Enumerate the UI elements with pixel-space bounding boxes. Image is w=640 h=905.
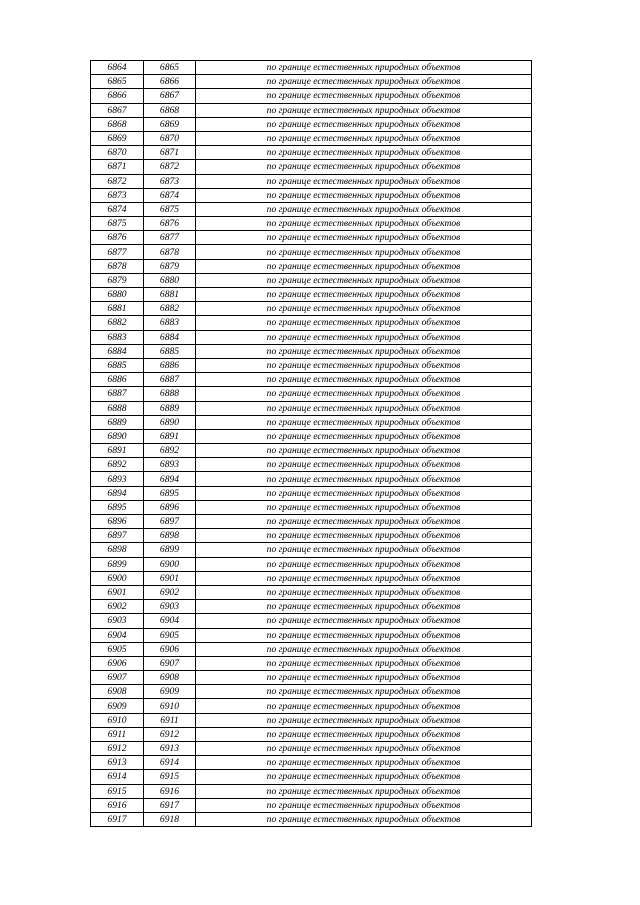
boundary-description-cell: по границе естественных природных объектов xyxy=(196,160,532,174)
point-to-cell: 6868 xyxy=(144,103,196,117)
boundary-description-cell: по границе естественных природных объектов xyxy=(196,75,532,89)
table-row xyxy=(91,529,532,543)
boundary-description-cell: по границе естественных природных объектов xyxy=(196,387,532,401)
boundary-description-cell: по границе естественных природных объектов xyxy=(196,798,532,812)
boundary-description-cell: по границе естественных природных объектов xyxy=(196,671,532,685)
point-from-cell: 6883 xyxy=(91,330,144,344)
point-to-cell: 6907 xyxy=(144,656,196,670)
boundary-description-cell: по границе естественных природных объектов xyxy=(196,373,532,387)
point-from-cell: 6864 xyxy=(91,61,144,75)
point-to-cell: 6873 xyxy=(144,174,196,188)
point-to-cell: 6891 xyxy=(144,429,196,443)
boundary-description-cell: по границе естественных природных объектов xyxy=(196,472,532,486)
point-to-cell: 6916 xyxy=(144,784,196,798)
table-row xyxy=(91,571,532,585)
table-row xyxy=(91,798,532,812)
table-row xyxy=(91,302,532,316)
boundary-description-cell: по границе естественных природных объектов xyxy=(196,444,532,458)
boundary-description-cell: по границе естественных природных объектов xyxy=(196,429,532,443)
point-from-cell: 6874 xyxy=(91,202,144,216)
boundary-description-cell: по границе естественных природных объектов xyxy=(196,585,532,599)
boundary-description-cell: по границе естественных природных объектов xyxy=(196,614,532,628)
boundary-description-cell: по границе естественных природных объектов xyxy=(196,302,532,316)
table-row xyxy=(91,373,532,387)
point-to-cell: 6899 xyxy=(144,543,196,557)
point-from-cell: 6889 xyxy=(91,415,144,429)
point-from-cell: 6898 xyxy=(91,543,144,557)
boundary-description-cell: по границе естественных природных объектов xyxy=(196,543,532,557)
table-row xyxy=(91,628,532,642)
table-row xyxy=(91,117,532,131)
boundary-description-cell: по границе естественных природных объектов xyxy=(196,217,532,231)
boundary-description-cell: по границе естественных природных объектов xyxy=(196,401,532,415)
table-row xyxy=(91,217,532,231)
point-from-cell: 6902 xyxy=(91,600,144,614)
point-to-cell: 6878 xyxy=(144,245,196,259)
table-row xyxy=(91,727,532,741)
table-row xyxy=(91,642,532,656)
point-to-cell: 6877 xyxy=(144,231,196,245)
table-row xyxy=(91,288,532,302)
point-to-cell: 6906 xyxy=(144,642,196,656)
table-row xyxy=(91,756,532,770)
point-to-cell: 6892 xyxy=(144,444,196,458)
table-row xyxy=(91,671,532,685)
point-to-cell: 6910 xyxy=(144,699,196,713)
point-from-cell: 6909 xyxy=(91,699,144,713)
boundary-description-cell: по границе естественных природных объектов xyxy=(196,699,532,713)
boundary-description-cell: по границе естественных природных объектов xyxy=(196,316,532,330)
table-row xyxy=(91,174,532,188)
point-to-cell: 6883 xyxy=(144,316,196,330)
point-to-cell: 6918 xyxy=(144,812,196,826)
point-from-cell: 6872 xyxy=(91,174,144,188)
point-to-cell: 6917 xyxy=(144,798,196,812)
point-to-cell: 6888 xyxy=(144,387,196,401)
table-row xyxy=(91,415,532,429)
point-to-cell: 6908 xyxy=(144,671,196,685)
boundary-description-cell: по границе естественных природных объектов xyxy=(196,812,532,826)
point-to-cell: 6897 xyxy=(144,515,196,529)
point-from-cell: 6877 xyxy=(91,245,144,259)
point-to-cell: 6869 xyxy=(144,117,196,131)
point-from-cell: 6896 xyxy=(91,515,144,529)
point-to-cell: 6886 xyxy=(144,358,196,372)
point-from-cell: 6887 xyxy=(91,387,144,401)
table-row xyxy=(91,273,532,287)
point-to-cell: 6898 xyxy=(144,529,196,543)
point-from-cell: 6906 xyxy=(91,656,144,670)
point-from-cell: 6894 xyxy=(91,486,144,500)
table-row xyxy=(91,458,532,472)
table-row xyxy=(91,444,532,458)
point-from-cell: 6899 xyxy=(91,557,144,571)
boundary-description-cell: по границе естественных природных объектов xyxy=(196,600,532,614)
point-to-cell: 6909 xyxy=(144,685,196,699)
boundary-description-cell: по границе естественных природных объектов xyxy=(196,245,532,259)
point-to-cell: 6867 xyxy=(144,89,196,103)
table-row xyxy=(91,75,532,89)
table-row xyxy=(91,89,532,103)
table-row xyxy=(91,330,532,344)
point-from-cell: 6873 xyxy=(91,188,144,202)
point-from-cell: 6888 xyxy=(91,401,144,415)
point-from-cell: 6916 xyxy=(91,798,144,812)
table-row xyxy=(91,231,532,245)
table-row xyxy=(91,188,532,202)
point-from-cell: 6911 xyxy=(91,727,144,741)
boundary-description-cell: по границе естественных природных объектов xyxy=(196,259,532,273)
point-to-cell: 6884 xyxy=(144,330,196,344)
point-to-cell: 6895 xyxy=(144,486,196,500)
point-to-cell: 6880 xyxy=(144,273,196,287)
boundary-description-cell: по границе естественных природных объектов xyxy=(196,458,532,472)
table-row xyxy=(91,614,532,628)
table-row xyxy=(91,401,532,415)
boundary-description-cell: по границе естественных природных объектов xyxy=(196,358,532,372)
table-row xyxy=(91,472,532,486)
point-to-cell: 6902 xyxy=(144,585,196,599)
point-to-cell: 6913 xyxy=(144,742,196,756)
point-to-cell: 6866 xyxy=(144,75,196,89)
point-from-cell: 6890 xyxy=(91,429,144,443)
point-from-cell: 6869 xyxy=(91,131,144,145)
table-row xyxy=(91,160,532,174)
point-to-cell: 6879 xyxy=(144,259,196,273)
boundary-description-cell: по границе естественных природных объектов xyxy=(196,713,532,727)
boundary-description-cell: по границе естественных природных объектов xyxy=(196,642,532,656)
boundary-description-cell: по границе естественных природных объектов xyxy=(196,231,532,245)
point-from-cell: 6876 xyxy=(91,231,144,245)
boundary-description-cell: по границе естественных природных объектов xyxy=(196,131,532,145)
point-from-cell: 6897 xyxy=(91,529,144,543)
table-row xyxy=(91,387,532,401)
point-to-cell: 6893 xyxy=(144,458,196,472)
point-to-cell: 6911 xyxy=(144,713,196,727)
boundary-description-cell: по границе естественных природных объектов xyxy=(196,784,532,798)
boundary-description-cell: по границе естественных природных объектов xyxy=(196,415,532,429)
point-from-cell: 6903 xyxy=(91,614,144,628)
point-from-cell: 6905 xyxy=(91,642,144,656)
boundary-description-cell: по границе естественных природных объектов xyxy=(196,202,532,216)
point-to-cell: 6912 xyxy=(144,727,196,741)
point-from-cell: 6893 xyxy=(91,472,144,486)
table-row xyxy=(91,316,532,330)
boundary-description-cell: по границе естественных природных объектов xyxy=(196,89,532,103)
table-row xyxy=(91,543,532,557)
point-from-cell: 6907 xyxy=(91,671,144,685)
table-row xyxy=(91,515,532,529)
table-row xyxy=(91,344,532,358)
boundary-description-cell: по границе естественных природных объектов xyxy=(196,344,532,358)
table-row xyxy=(91,131,532,145)
point-from-cell: 6865 xyxy=(91,75,144,89)
point-from-cell: 6870 xyxy=(91,146,144,160)
table-row xyxy=(91,245,532,259)
point-from-cell: 6879 xyxy=(91,273,144,287)
point-to-cell: 6876 xyxy=(144,217,196,231)
table-row xyxy=(91,656,532,670)
point-from-cell: 6881 xyxy=(91,302,144,316)
table-row xyxy=(91,585,532,599)
boundary-description-cell: по границе естественных природных объектов xyxy=(196,557,532,571)
point-from-cell: 6915 xyxy=(91,784,144,798)
point-from-cell: 6885 xyxy=(91,358,144,372)
table-row xyxy=(91,103,532,117)
table-row xyxy=(91,358,532,372)
point-to-cell: 6865 xyxy=(144,61,196,75)
boundary-description-cell: по границе естественных природных объектов xyxy=(196,770,532,784)
boundary-description-cell: по границе естественных природных объектов xyxy=(196,188,532,202)
point-from-cell: 6884 xyxy=(91,344,144,358)
point-to-cell: 6889 xyxy=(144,401,196,415)
point-from-cell: 6878 xyxy=(91,259,144,273)
table-row xyxy=(91,685,532,699)
point-from-cell: 6871 xyxy=(91,160,144,174)
point-from-cell: 6868 xyxy=(91,117,144,131)
boundary-description-cell: по границе естественных природных объектов xyxy=(196,117,532,131)
point-from-cell: 6892 xyxy=(91,458,144,472)
boundary-description-cell: по границе естественных природных объектов xyxy=(196,273,532,287)
point-to-cell: 6882 xyxy=(144,302,196,316)
point-from-cell: 6886 xyxy=(91,373,144,387)
point-to-cell: 6870 xyxy=(144,131,196,145)
point-from-cell: 6891 xyxy=(91,444,144,458)
boundary-description-cell: по границе естественных природных объектов xyxy=(196,742,532,756)
point-from-cell: 6908 xyxy=(91,685,144,699)
point-to-cell: 6874 xyxy=(144,188,196,202)
table-row xyxy=(91,713,532,727)
point-from-cell: 6904 xyxy=(91,628,144,642)
point-from-cell: 6917 xyxy=(91,812,144,826)
point-to-cell: 6871 xyxy=(144,146,196,160)
table-row xyxy=(91,202,532,216)
boundary-description-cell: по границе естественных природных объектов xyxy=(196,515,532,529)
table-row xyxy=(91,500,532,514)
point-to-cell: 6875 xyxy=(144,202,196,216)
table-row xyxy=(91,557,532,571)
point-from-cell: 6880 xyxy=(91,288,144,302)
boundary-description-cell: по границе естественных природных объектов xyxy=(196,656,532,670)
point-from-cell: 6895 xyxy=(91,500,144,514)
boundary-description-cell: по границе естественных природных объектов xyxy=(196,61,532,75)
table-row xyxy=(91,600,532,614)
boundary-description-cell: по границе естественных природных объектов xyxy=(196,486,532,500)
boundary-description-cell: по границе естественных природных объектов xyxy=(196,288,532,302)
point-to-cell: 6896 xyxy=(144,500,196,514)
boundary-description-cell: по границе естественных природных объектов xyxy=(196,756,532,770)
point-to-cell: 6901 xyxy=(144,571,196,585)
table-row xyxy=(91,146,532,160)
boundary-description-cell: по границе естественных природных объектов xyxy=(196,571,532,585)
table-row xyxy=(91,486,532,500)
point-from-cell: 6901 xyxy=(91,585,144,599)
point-to-cell: 6894 xyxy=(144,472,196,486)
point-to-cell: 6914 xyxy=(144,756,196,770)
point-to-cell: 6887 xyxy=(144,373,196,387)
point-from-cell: 6875 xyxy=(91,217,144,231)
boundary-description-cell: по границе естественных природных объектов xyxy=(196,529,532,543)
point-to-cell: 6900 xyxy=(144,557,196,571)
point-to-cell: 6915 xyxy=(144,770,196,784)
point-from-cell: 6914 xyxy=(91,770,144,784)
boundary-description-cell: по границе естественных природных объектов xyxy=(196,174,532,188)
boundary-description-cell: по границе естественных природных объектов xyxy=(196,727,532,741)
point-from-cell: 6867 xyxy=(91,103,144,117)
table-row xyxy=(91,770,532,784)
point-to-cell: 6905 xyxy=(144,628,196,642)
table-row xyxy=(91,699,532,713)
boundary-description-cell: по границе естественных природных объектов xyxy=(196,685,532,699)
table-row xyxy=(91,812,532,826)
point-from-cell: 6913 xyxy=(91,756,144,770)
table-row xyxy=(91,742,532,756)
point-to-cell: 6890 xyxy=(144,415,196,429)
boundary-description-cell: по границе естественных природных объектов xyxy=(196,146,532,160)
table-row xyxy=(91,259,532,273)
boundary-description-cell: по границе естественных природных объектов xyxy=(196,330,532,344)
point-to-cell: 6903 xyxy=(144,600,196,614)
point-from-cell: 6900 xyxy=(91,571,144,585)
boundary-description-cell: по границе естественных природных объектов xyxy=(196,500,532,514)
table-row xyxy=(91,784,532,798)
boundary-description-cell: по границе естественных природных объектов xyxy=(196,628,532,642)
point-to-cell: 6881 xyxy=(144,288,196,302)
point-from-cell: 6866 xyxy=(91,89,144,103)
point-from-cell: 6882 xyxy=(91,316,144,330)
table-row xyxy=(91,429,532,443)
point-from-cell: 6910 xyxy=(91,713,144,727)
boundary-description-cell: по границе естественных природных объектов xyxy=(196,103,532,117)
point-from-cell: 6912 xyxy=(91,742,144,756)
point-to-cell: 6885 xyxy=(144,344,196,358)
boundary-points-table xyxy=(90,60,532,827)
point-to-cell: 6872 xyxy=(144,160,196,174)
point-to-cell: 6904 xyxy=(144,614,196,628)
table-body xyxy=(91,61,532,827)
table-row xyxy=(91,61,532,75)
